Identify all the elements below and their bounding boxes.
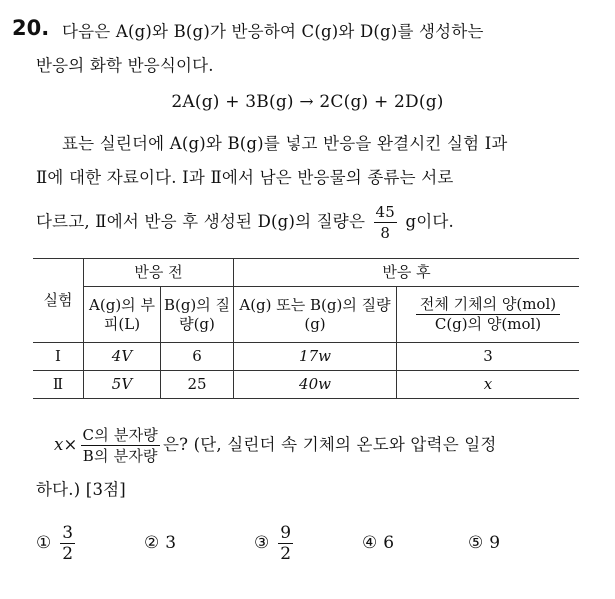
row-b-mass: 6 — [161, 343, 234, 371]
prompt-line-2: 하다.) [3점] — [36, 480, 126, 499]
row-remaining-mass: 40w — [234, 371, 397, 399]
question-prompt — [54, 425, 497, 466]
choice-3-denominator: 2 — [280, 543, 292, 564]
intro-line-2: 반응의 화학 반응식이다. — [36, 56, 214, 75]
molar-mass-ratio — [81, 425, 160, 466]
header-after-reaction: 반응 후 — [234, 259, 580, 287]
reaction-equation: 2A(g) + 3B(g) → 2C(g) + 2D(g) — [171, 92, 444, 112]
choice-3-mark: ③ — [254, 533, 270, 553]
mass-statement: 다르고, Ⅱ에서 반응 후 생성된 D(g)의 질량은 — [36, 212, 366, 231]
row-a-volume: 5V — [84, 371, 161, 399]
molar-mass-ratio-denominator: B의 분자량 — [82, 447, 158, 465]
choice-1-mark: ① — [36, 533, 52, 553]
choice-1-numerator: 3 — [62, 522, 74, 543]
row-remaining-mass: 17w — [234, 343, 397, 371]
header-mol-ratio-numerator: 전체 기체의 양(mol) — [416, 295, 560, 315]
paragraph-line-1: 표는 실린더에 A(g)와 B(g)를 넣고 반응을 완결시킨 실험 Ⅰ과 — [62, 134, 508, 153]
choice-5-mark: ⑤ — [468, 533, 484, 553]
choice-3-fraction — [278, 523, 293, 564]
choice-4-mark: ④ — [362, 533, 378, 553]
header-b-mass: B(g)의 질량(g) — [161, 287, 234, 343]
answer-choices — [36, 518, 596, 568]
paragraph-line-3 — [36, 202, 454, 243]
table-row — [33, 343, 579, 371]
header-remaining-mass: A(g) 또는 B(g)의 질량(g) — [234, 287, 397, 343]
prompt-variable: x — [54, 435, 64, 454]
mass-fraction-denominator: 8 — [380, 224, 391, 242]
header-mol-ratio — [397, 287, 580, 343]
row-mol-ratio: x — [397, 371, 580, 399]
choice-2[interactable] — [144, 518, 176, 568]
choice-2-mark: ② — [144, 533, 160, 553]
choice-1[interactable] — [36, 518, 78, 568]
choice-3-numerator: 9 — [280, 522, 292, 543]
row-experiment: Ⅰ — [33, 343, 84, 371]
mass-fraction-numerator: 45 — [375, 203, 396, 221]
mass-unit: g이다. — [405, 212, 454, 231]
header-experiment: 실험 — [33, 259, 84, 343]
row-a-volume: 4V — [84, 343, 161, 371]
table-row — [33, 371, 579, 399]
choice-1-denominator: 2 — [62, 543, 74, 564]
choice-4[interactable] — [362, 518, 394, 568]
row-mol-ratio: 3 — [397, 343, 580, 371]
choice-2-value: 3 — [165, 533, 177, 553]
choice-5[interactable] — [468, 518, 500, 568]
choice-1-fraction — [60, 523, 75, 564]
header-a-volume: A(g)의 부피(L) — [84, 287, 161, 343]
intro-line-1: 다음은 A(g)와 B(g)가 반응하여 C(g)와 D(g)를 생성하는 — [62, 22, 484, 41]
prompt-condition: 은? (단, 실린더 속 기체의 온도와 압력은 일정 — [162, 435, 497, 454]
choice-4-value: 6 — [383, 533, 395, 553]
row-b-mass: 25 — [161, 371, 234, 399]
header-before-reaction: 반응 전 — [84, 259, 234, 287]
question-number: 20. — [12, 16, 50, 40]
mass-fraction — [374, 202, 398, 243]
prompt-times: × — [63, 435, 78, 454]
paragraph-line-2: Ⅱ에 대한 자료이다. Ⅰ과 Ⅱ에서 남은 반응물의 종류는 서로 — [36, 168, 454, 187]
header-mol-ratio-denominator: C(g)의 양(mol) — [434, 315, 542, 333]
choice-5-value: 9 — [489, 533, 501, 553]
experiment-table — [33, 258, 579, 399]
row-experiment: Ⅱ — [33, 371, 84, 399]
molar-mass-ratio-numerator: C의 분자량 — [82, 426, 158, 444]
choice-3[interactable] — [254, 518, 296, 568]
